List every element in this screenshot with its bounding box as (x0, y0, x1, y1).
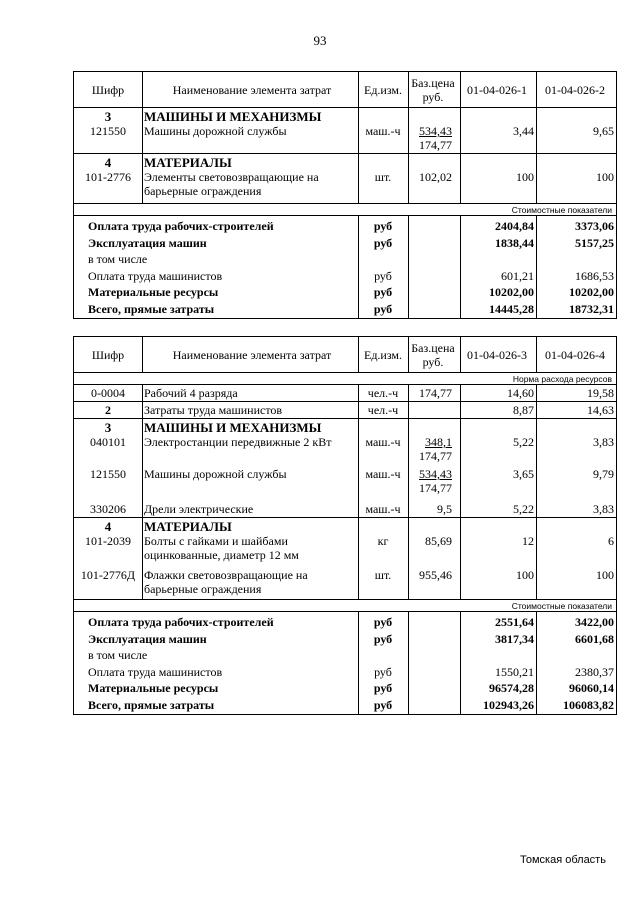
row-price: 102,02 (419, 170, 452, 184)
row-value-2: 3,83 (593, 502, 614, 516)
section-code: 4 (104, 519, 112, 534)
col-norm2-header: 01-04-026-4 (545, 347, 605, 362)
total-label: Материальные ресурсы (88, 681, 219, 695)
table-row (74, 385, 616, 402)
total-value-2: 96060,14 (569, 681, 614, 695)
table-row (74, 501, 616, 518)
col-name-header: Наименование элемента затрат (172, 347, 332, 362)
totals-block (74, 216, 616, 318)
row-code: 121550 (90, 467, 126, 481)
row-unit: шт. (374, 170, 392, 184)
row-price: 9,5 (437, 502, 452, 516)
row-code: 121550 (90, 124, 126, 138)
section-machines (74, 108, 616, 154)
table-header (74, 337, 616, 373)
row-value-2: 19,58 (587, 386, 614, 400)
row-value-2: 9,79 (593, 467, 614, 481)
total-value-2: 18732,31 (569, 301, 614, 316)
total-label: в том числе (88, 648, 148, 662)
section-code: 3 (104, 109, 112, 124)
col-name-header: Наименование элемента затрат (172, 82, 332, 97)
row-name-2: оцинкованные, диаметр 12 мм (144, 548, 299, 562)
row-price: 85,69 (425, 534, 452, 548)
total-label: Эксплуатация машин (88, 631, 207, 646)
row-name: Затраты труда машинистов (144, 403, 283, 417)
totals-block (74, 612, 616, 714)
total-value-1: 601,21 (501, 268, 534, 283)
total-label: Оплата труда рабочих-строителей (88, 219, 274, 233)
row-code: 101-2776Д (80, 568, 136, 582)
row-value-2: 100 (596, 170, 614, 184)
section-materials (74, 518, 616, 566)
row-price-sub: 174,77 (419, 449, 452, 463)
total-value-1: 1838,44 (495, 235, 534, 250)
col-unit-header: Ед.изм. (363, 347, 403, 362)
section-title: МАШИНЫ И МЕХАНИЗМЫ (144, 109, 322, 124)
row-code: 330206 (90, 502, 126, 516)
row-name-2: барьерные ограждения (144, 582, 262, 596)
total-value-2: 2380,37 (575, 664, 614, 679)
total-value-1: 3817,34 (495, 631, 534, 646)
total-value-2: 3422,00 (575, 615, 614, 629)
section-code: 4 (104, 155, 112, 170)
subheader-cost: Стоимостные показатели (74, 204, 616, 216)
total-value-2: 106083,82 (563, 697, 614, 712)
row-name: Машины дорожной службы (144, 124, 287, 138)
row-name-1: Флажки световозвращающие на (144, 568, 308, 582)
total-value-1: 14445,28 (489, 301, 534, 316)
subheader-norm: Норма расхода ресурсов (74, 373, 616, 385)
row-name-2: барьерные ограждения (144, 184, 262, 198)
col-norm1-header: 01-04-026-3 (467, 347, 527, 362)
row-price-sub: 174,77 (419, 481, 452, 495)
col-norm1-header: 01-04-026-1 (467, 82, 527, 97)
row-code: 101-2039 (85, 534, 131, 548)
section-title: МАТЕРИАЛЫ (144, 519, 232, 534)
total-value-2: 6601,68 (575, 631, 614, 646)
row-value-2: 6 (608, 534, 614, 548)
subheader-cost: Стоимостные показатели (74, 600, 616, 612)
row-code: 101-2776 (85, 170, 131, 184)
row-value-1: 3,65 (513, 467, 534, 481)
row-name: Рабочий 4 разряда (144, 386, 238, 400)
section-title: МАШИНЫ И МЕХАНИЗМЫ (144, 420, 322, 435)
total-value-2: 1686,53 (575, 268, 614, 283)
col-unit-header: Ед.изм. (363, 82, 403, 97)
total-label: Оплата труда рабочих-строителей (88, 615, 274, 629)
total-label: в том числе (88, 252, 148, 266)
total-unit: руб (374, 268, 392, 283)
total-value-1: 1550,21 (495, 664, 534, 679)
col-price-header: Баз.цена руб. (411, 75, 455, 104)
total-value-1: 2404,84 (495, 219, 534, 233)
col-code-header: Шифр (91, 347, 125, 362)
row-value-2: 3,83 (593, 435, 614, 449)
footer-region: Томская область (520, 854, 606, 866)
row-price: 174,77 (419, 386, 452, 400)
total-unit: руб (373, 235, 393, 250)
total-label: Всего, прямые затраты (88, 697, 215, 712)
total-label: Оплата труда машинистов (88, 664, 223, 679)
row-name-1: Болты с гайками и шайбами (144, 534, 288, 548)
total-value-1: 102943,26 (483, 697, 534, 712)
row-value-2: 100 (596, 568, 614, 582)
table-row (74, 402, 616, 419)
row-price: 348,1 (425, 435, 452, 449)
section-title: МАТЕРИАЛЫ (144, 155, 232, 170)
row-value-1: 100 (516, 568, 534, 582)
row-unit: маш.-ч (365, 467, 401, 481)
total-unit: руб (373, 219, 393, 233)
section-materials (74, 154, 616, 204)
total-value-2: 3373,06 (575, 219, 614, 233)
row-code: 040101 (90, 435, 126, 449)
row-code: 2 (105, 403, 111, 417)
section-code: 3 (104, 420, 112, 435)
row-value-1: 5,22 (513, 435, 534, 449)
row-name-1: Элементы световозвращающие на (144, 170, 319, 184)
total-label: Оплата труда машинистов (88, 268, 223, 283)
total-unit: руб (373, 285, 393, 299)
total-unit: руб (373, 697, 393, 712)
row-value-2: 9,65 (593, 124, 614, 138)
row-code: 0-0004 (91, 386, 125, 400)
section-machines (74, 419, 616, 467)
page-number: 93 (313, 33, 327, 48)
total-unit: руб (373, 301, 393, 316)
row-value-1: 3,44 (513, 124, 534, 138)
row-value-1: 8,87 (513, 403, 534, 417)
row-value-1: 14,60 (507, 386, 534, 400)
table-row (74, 566, 616, 600)
total-unit: руб (374, 664, 392, 679)
table-header (74, 72, 616, 108)
total-value-1: 2551,64 (495, 615, 534, 629)
row-value-1: 100 (516, 170, 534, 184)
total-label: Материальные ресурсы (88, 285, 219, 299)
total-unit: руб (373, 631, 393, 646)
row-unit: кг (377, 534, 389, 548)
total-label: Всего, прямые затраты (88, 301, 215, 316)
total-value-1: 96574,28 (489, 681, 534, 695)
col-norm2-header: 01-04-026-2 (545, 82, 605, 97)
total-value-1: 10202,00 (489, 285, 534, 299)
row-price: 955,46 (419, 568, 452, 582)
col-price-header: Баз.цена руб. (411, 340, 455, 369)
row-name: Дрели электрические (144, 502, 254, 516)
row-unit: чел.-ч (367, 386, 399, 400)
row-value-2: 14,63 (587, 403, 614, 417)
row-price: 534,43 (419, 124, 452, 138)
resource-table-1 (73, 71, 617, 319)
total-value-2: 5157,25 (575, 235, 614, 250)
row-value-1: 12 (522, 534, 534, 548)
row-price-sub: 174,77 (419, 138, 452, 152)
row-unit: маш.-ч (365, 124, 401, 138)
total-unit: руб (373, 615, 393, 629)
col-code-header: Шифр (91, 82, 125, 97)
total-label: Эксплуатация машин (88, 235, 207, 250)
row-price: 534,43 (419, 467, 452, 481)
total-unit: руб (373, 681, 393, 695)
total-value-2: 10202,00 (569, 285, 614, 299)
resource-table-2 (73, 336, 617, 715)
row-unit: маш.-ч (365, 435, 401, 449)
row-unit: маш.-ч (365, 502, 401, 516)
row-unit: шт. (374, 568, 392, 582)
row-name: Машины дорожной службы (144, 467, 287, 481)
row-unit: чел.-ч (367, 403, 399, 417)
row-name: Электростанции передвижные 2 кВт (144, 435, 332, 449)
row-value-1: 5,22 (513, 502, 534, 516)
table-row (74, 467, 616, 501)
